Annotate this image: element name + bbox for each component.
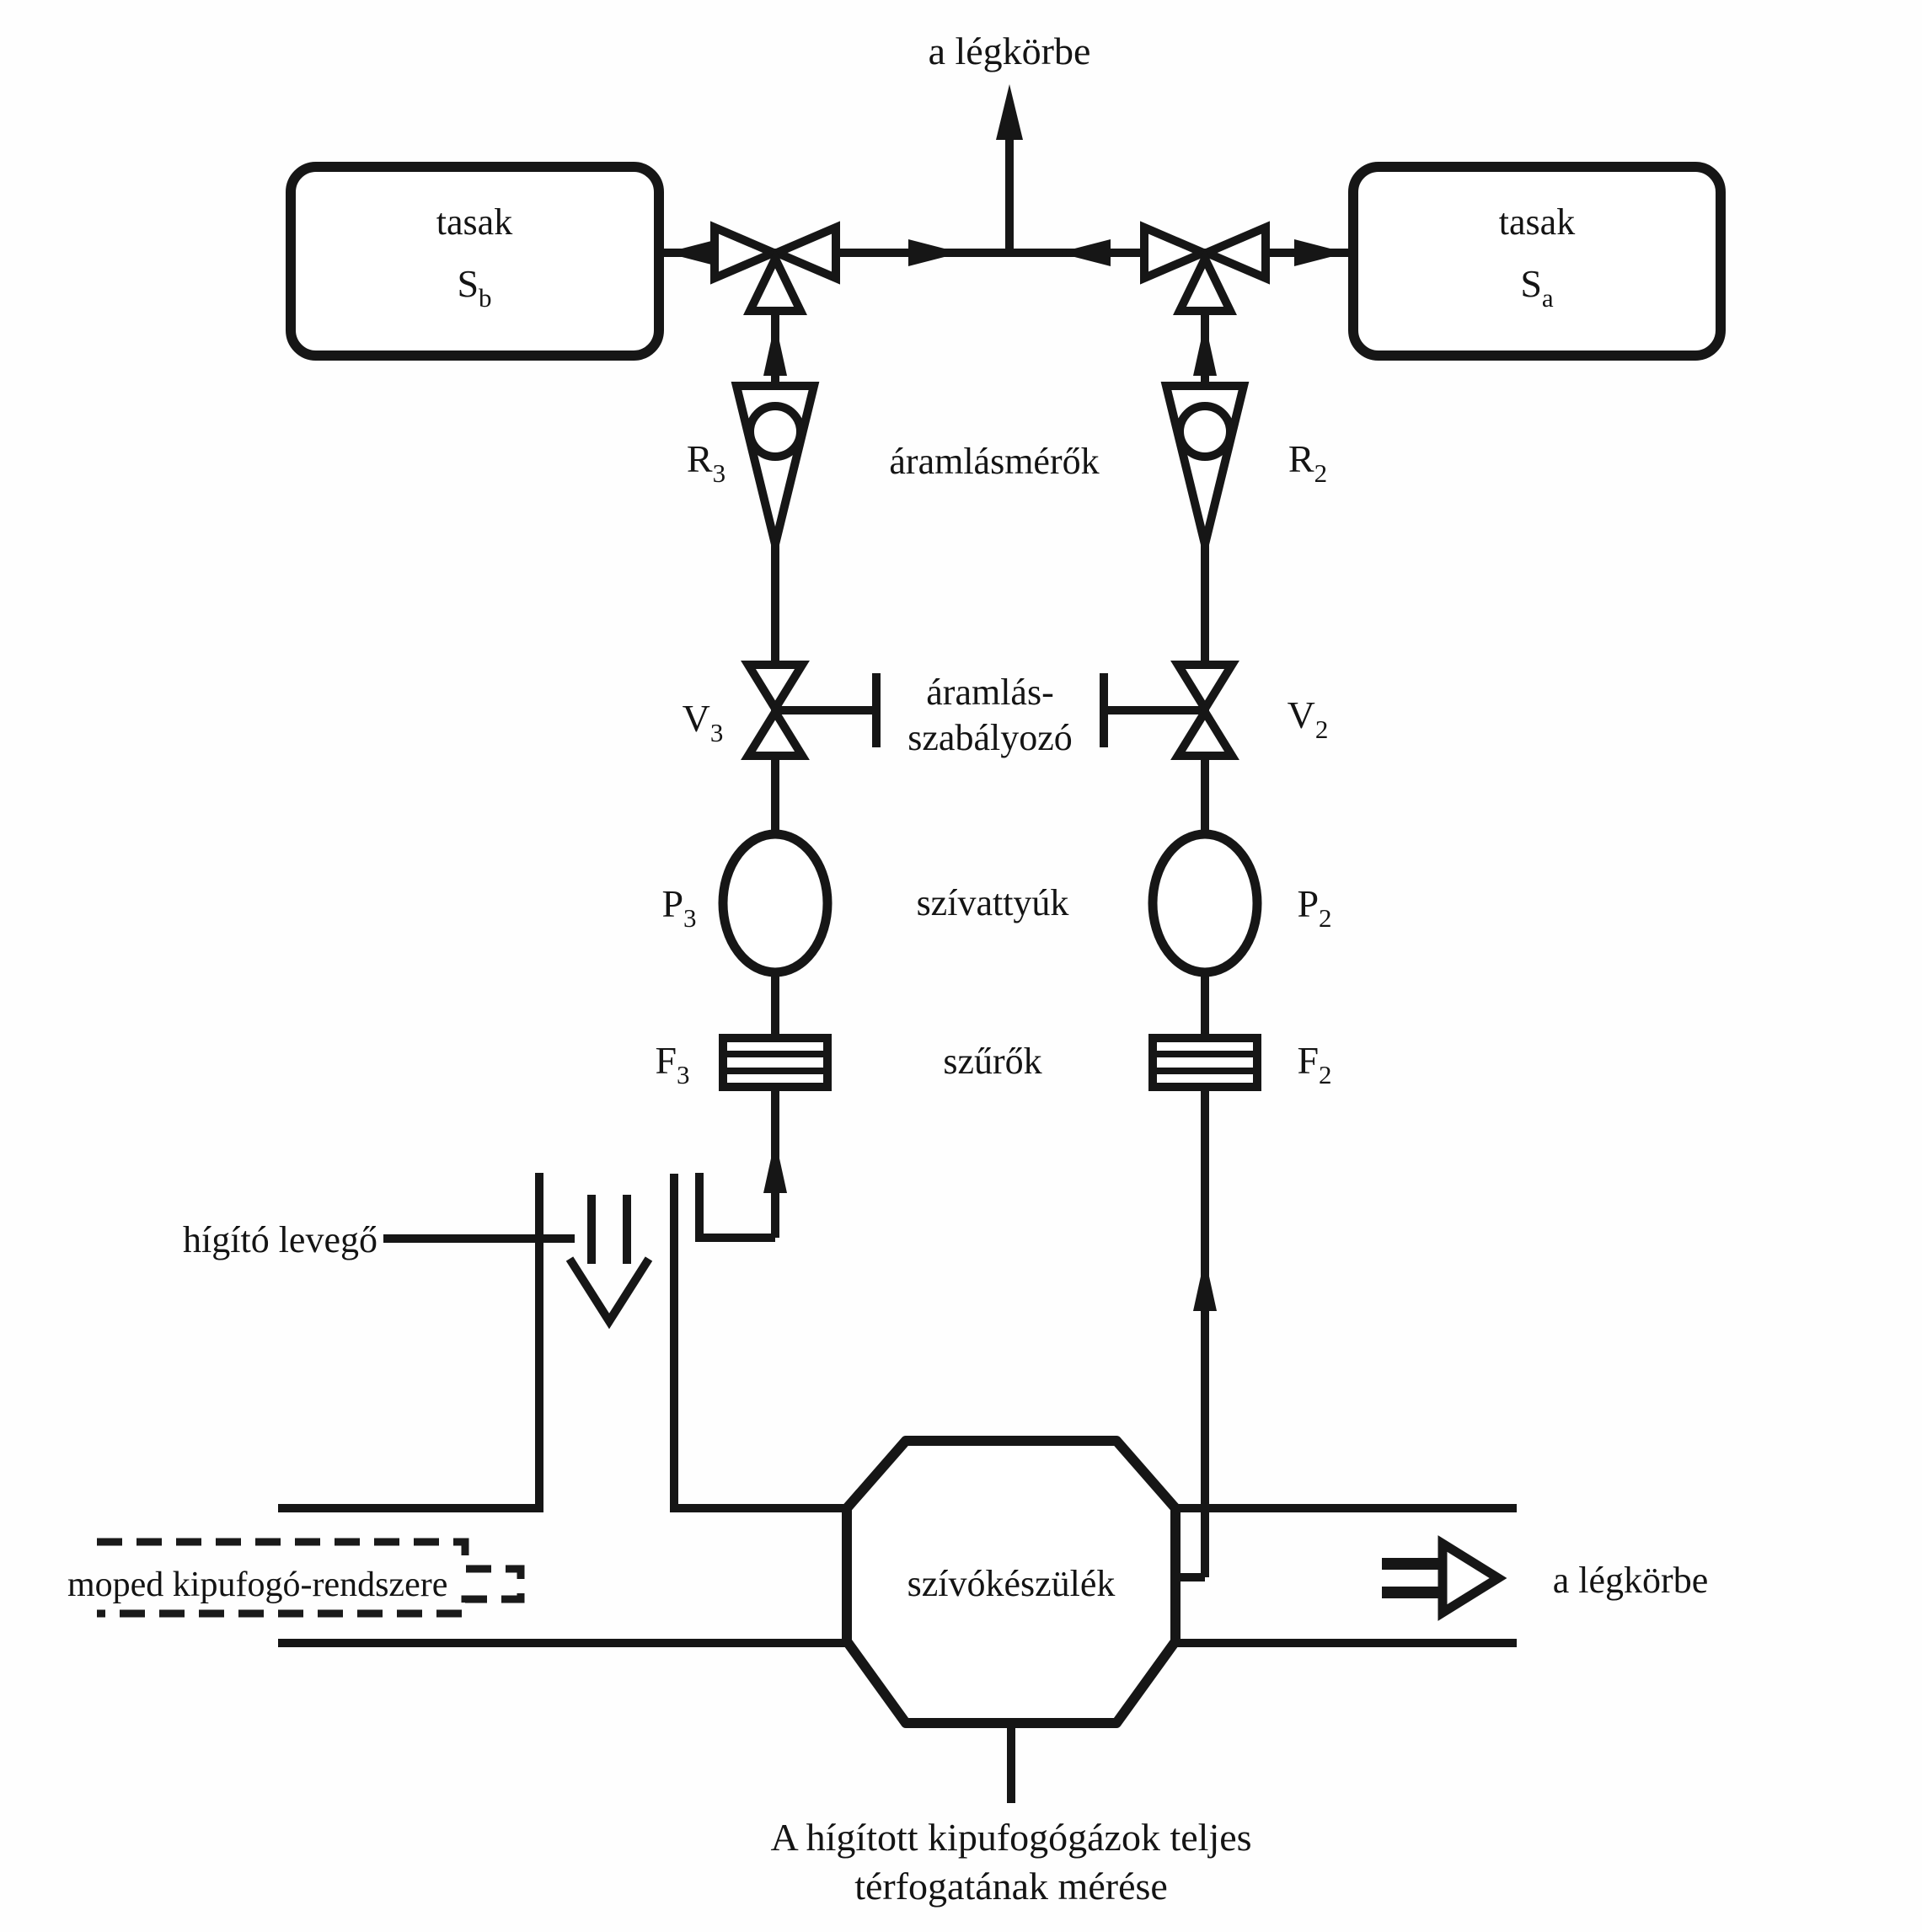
bag-sb-box: [291, 167, 659, 356]
three-way-valve-left: [715, 227, 836, 311]
label-r2: [1288, 437, 1327, 488]
flowmeter-r3: [736, 386, 814, 544]
label-base: S: [1520, 262, 1542, 305]
arrow-up-left-column: [763, 1139, 787, 1193]
arrow-up-right-column: [1193, 1257, 1217, 1311]
label-base: P: [1297, 882, 1320, 925]
label-sub: 3: [677, 1060, 690, 1089]
valve-tri-top: [748, 665, 802, 709]
pump-p3-circle: [723, 834, 827, 972]
label-atmosphere-right: a légkörbe: [1552, 1560, 1709, 1601]
label-sub: 3: [712, 458, 726, 488]
label-r3: [687, 437, 725, 488]
label-flow-control-2: szabályozó: [907, 717, 1073, 758]
arrow-up-into-valve-left: [763, 322, 787, 376]
valve-tri-top: [1178, 665, 1232, 709]
label-caption-line2: térfogatának mérése: [854, 1865, 1168, 1908]
valve-tri-bottom: [1178, 712, 1232, 756]
arrow-rail-rightward: [908, 239, 961, 266]
label-sub: 2: [1314, 458, 1328, 488]
outflow-arrow: [1382, 1544, 1498, 1613]
valve-tri-right: [777, 227, 836, 278]
arrow-rail-leftward: [1058, 239, 1111, 266]
label-sub: 2: [1314, 714, 1329, 744]
pump-p2-circle: [1153, 834, 1257, 972]
dilution-air-down-arrow: [570, 1195, 649, 1321]
label-base: S: [457, 262, 479, 305]
label-base: F: [1297, 1039, 1320, 1082]
valve-tri-left: [1144, 227, 1203, 278]
valve-tri-bottom: [1180, 259, 1230, 311]
rotameter-float: [1180, 406, 1230, 457]
air-arrow-head: [570, 1259, 649, 1321]
label-base: P: [661, 882, 684, 925]
label-v3: [683, 697, 724, 747]
label-caption-line1: A hígított kipufogógázok teljes: [770, 1816, 1252, 1859]
label-p3: [661, 882, 696, 933]
label-moped-exhaust: moped kipufogó-rendszere: [67, 1565, 448, 1604]
left-probe-elbow: [699, 1173, 775, 1238]
label-flow-control-1: áramlás-: [926, 672, 1054, 713]
label-pumps: szívattyúk: [916, 882, 1069, 923]
arrow-up-to-atmosphere: [996, 84, 1023, 140]
valve-tri-left: [715, 227, 774, 278]
label-sub: 3: [683, 903, 697, 933]
label-sub: a: [1541, 283, 1554, 313]
label-sub: 2: [1319, 903, 1332, 933]
label-base: R: [686, 437, 713, 480]
label-filters: szűrők: [943, 1041, 1042, 1082]
outflow-hollow-head: [1443, 1544, 1498, 1613]
label-atmosphere-top: a légkörbe: [928, 29, 1091, 72]
rotameter-float: [750, 406, 800, 457]
bag-sa-box: [1353, 167, 1721, 356]
flowmeter-r2: [1166, 386, 1244, 544]
filter-body: [1153, 1038, 1257, 1087]
label-f3: [655, 1039, 689, 1089]
label-bag-word-left: tasak: [436, 201, 513, 243]
filter-body: [723, 1038, 827, 1087]
label-sub: 2: [1319, 1060, 1332, 1089]
label-dilution-air: hígító levegő: [183, 1219, 377, 1260]
valve-tri-right: [1207, 227, 1266, 278]
label-suction-device: szívókészülék: [907, 1563, 1116, 1604]
three-way-valve-right: [1144, 227, 1266, 311]
label-sub: b: [479, 283, 492, 313]
arrow-into-bag-sb: [666, 239, 718, 266]
valve-tri-bottom: [750, 259, 800, 311]
filter-f3: [723, 1038, 827, 1087]
label-base: R: [1288, 437, 1314, 480]
label-v2: [1288, 693, 1329, 744]
label-base: V: [682, 697, 710, 740]
filter-f2: [1153, 1038, 1257, 1087]
arrow-up-into-valve-right: [1193, 322, 1217, 376]
valve-tri-bottom: [748, 712, 802, 756]
arrow-into-bag-sa: [1294, 239, 1346, 266]
label-base: F: [655, 1039, 677, 1082]
label-base: V: [1287, 693, 1315, 736]
label-p2: [1297, 882, 1331, 933]
label-flowmeters: áramlásmérők: [889, 441, 1100, 482]
label-sub: 3: [709, 718, 724, 747]
label-bag-word-right: tasak: [1498, 201, 1576, 243]
label-f2: [1297, 1039, 1331, 1089]
